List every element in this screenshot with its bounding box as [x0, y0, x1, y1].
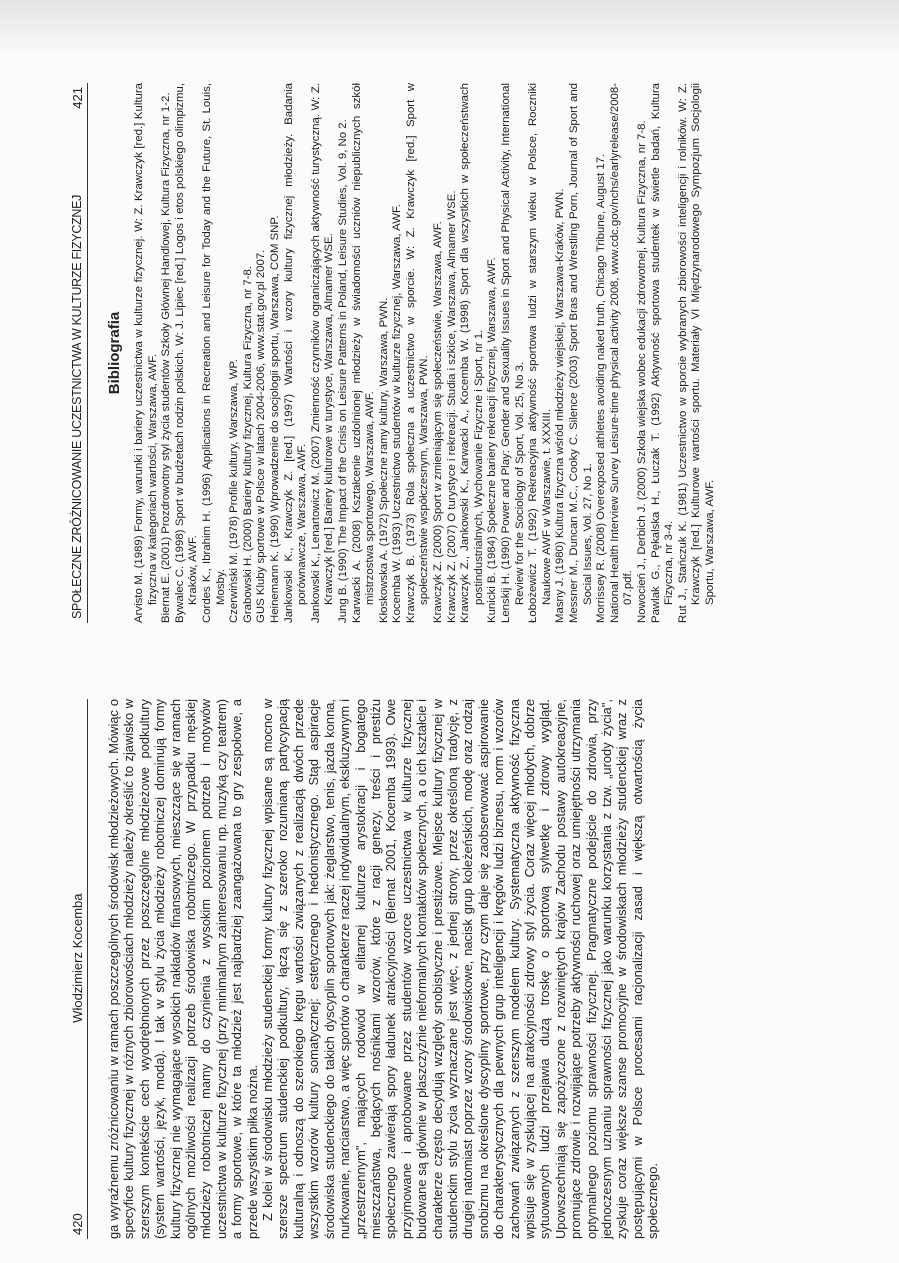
page-number: 420 — [70, 1213, 85, 1235]
bibliography-entry: Cordes K., Ibrahim H. (1996) Applications in Recreation and Leisure for Today and the Future, St. Louis, Mosby. — [200, 83, 227, 623]
bibliography-entry: Kłoskowska A. (1972) Społeczne ramy kultury, Warszawa, PWN. — [377, 297, 390, 623]
left-running-header — [70, 699, 88, 1239]
bibliography-entry: GUS Kluby sportowe w Polsce w latach 2004-2006, www.stat.gov.pl 2007. — [255, 249, 268, 623]
bibliography-entry: Rut J., Stańczuk K. (1981) Uczestnictwo w sporcie wybranych zbiorowości inteligencji i rolników. W: Z. Krawczyk [red.] Kulturowe wartości sportu. Materiały VI Międzynarodowego Sympozjum Socjologii Sportu, Warszawa, AWF. — [676, 83, 716, 623]
bibliography-entry: Karwacki A. (2008) Kształcenie uzdolnionej młodzieży w świadomości uczniów niepublicznych szkół mistrzostwa sportowego, Warszawa, AWF. — [350, 83, 377, 623]
paragraph: ga wyraźnemu zróżnicowaniu w ramach poszczególnych środowisk młodzieżowych. Mówiąc o specyfice kultury fizycznej w różnych zbiorowościach młodzieży należy określić to zjawisko w szerszym kontekście cech wyodrębnionych przez poszczególne młodzieżowe podkultury (system wartości, język, moda). I tak w stylu życia młodzieży robotniczej dominują formy kultury fizycznej nie wymagające wysokich nakładów finansowych, mieszczące się w ramach ogólnych możliwości realizacji potrzeb środowiska robotniczego. W przypadku męskiej młodzieży robotniczej mamy do czynienia z wysokim poziomem potrzeb i motywów uczestnictwa w kulturze fizycznej (przy minimalnym zainteresowaniu np. muzyką czy teatrem) a formy sportowe, w które ta młodzież jest najbardziej zaangażowana to gry zespołowe, a przede wszystkim piłka nożna. — [106, 699, 260, 1239]
bibliography-entry: Jankowski K., Lenartowicz M. (2007) Zmienność czynników ograniczających aktywność turystyczną. W: Z. Krawczyk [red.] Bariery kulturowe w turystyce, Warszawa, Almamer WSE. — [309, 83, 336, 623]
bibliography-entry: Krawczyk Z. (2000) Sport w zmieniającym się społeczeństwie, Warszawa, AWF. — [432, 221, 445, 623]
bibliography-entry: Pawlak G., Pękalska H., Łuczak T. (1992) Aktywność sportowa studentek w świetle badań, Kultura Fizyczna, nr 3-4. — [649, 83, 676, 623]
bibliography-entry: Krawczyk B. (1973) Rola społeczna a uczestnictwo w sporcie. W: Z. Krawczyk [red.] Sport w społeczeństwie współczesnym, Warszawa, PWN. — [404, 83, 431, 623]
paragraph: Z kolei w środowisku młodzieży studenckiej formy kultury fizycznej wpisane są mocno w szersze spectrum studenckiej podkultury, łączą się z szeroko rozumianą partycypacją kulturalną i odnoszą do szerokiego kręgu wartości związanych z realizacją dwóch przede wszystkim wzorów kultury somatycznej: estetycznego i hedonistycznego. Stąd aspiracje środowiska studenckiego do takich dyscyplin sportowych jak: żeglarstwo, tenis, jazda konna, nurkowanie, narciarstwo, a więc sportów o charakterze raczej indywidualnym, ekskluzywnym i „przestrzennym", mających rodowód w elitarnej kulturze arystokracji i bogatego mieszczaństwa, będących nośnikami wzorów, które z racji genezy, treści i prestiżu społecznego zawierają spory ładunek atrakcyjności (Biernat 2001, Kocemba 1993). Owe przyjmowane i aprobowane przez studentów wzorce uczestnictwa w kulturze fizycznej budowane są głównie w płaszczyźnie nieformalnych kontaktów społecznych, a o ich kształcie i charakterze często decydują względy snobistyczne i prestiżowe. Miejsce kultury fizycznej w studenckim stylu życia wyznaczane jest więc, z jednej strony, przez określoną tradycję, z drugiej natomiast poprzez wzory środowiskowe, nacisk grup koleżeńskich, modę oraz rodzaj snobizmu na określone dyscypliny sportowe, przy czym daje się zaobserwować aspirowanie do charakterystycznych dla pewnych grup inteligencji i kręgów ludzi biznesu, norm i wzorów zachowań związanych z szerszym modelem kultury. Systematyczna aktywność fizyczna wpisuje się w zyskującej na atrakcyjności zdrowy styl życia. Coraz więcej młodych, dobrze sytuowanych ludzi przejawia dużą troskę o sportową sylwetkę i zdrowy wygląd. Upowszechniają się zapożyczone z rozwiniętych krajów Zachodu postawy autokreacyjne, promujące zdrowie i rozwijające potrzeby aktywności ruchowej oraz umiejętności utrzymania optymalnego poziomu sprawności fizycznej. Pragmatyczne podejście do zdrowia, przy jednoczesnym uznaniu sprawności fizycznej jako warunku korzystania z tzw. „urody życia", zyskuje coraz większe szanse promocyjne w środowiskach młodzieży studenckiej wraz z postępującymi w Polsce procesami racjonalizacji zasad i większą otwartością życia społecznego. — [260, 699, 661, 1239]
bibliography-entry: Krawczyk Z., Jankowski K., Karwacki A., Kocemba W. (1998) Sport dla wszystkich w społeczeństwach postindustrialnych, Wychowanie Fizyczne i Sport, nr 1. — [459, 83, 485, 623]
chapter-running-head: SPOŁECZNE ZRÓŻNICOWANIE UCZESTNICTWA W KULTURZE FIZYCZNEJ — [70, 194, 84, 619]
bibliography-entry: Biernat E. (2001) Prozdrowotny styl życia studentów Szkoły Głównej Handlowej, Kultura Fizyczna, nr 1-2. — [160, 92, 173, 623]
bibliography-entry: Nowocień J., Derbich J. (2000) Szkoła wiejska wobec edukacji zdrowotnej, Kultura Fizyczna, nr 7-8. — [635, 120, 648, 623]
scan-edge — [0, 0, 899, 60]
bibliography-entry: Krawczyk Z. (2007) O turystyce i rekreacji. Studia i szkice, Warszawa, Almamer WSE. — [445, 190, 458, 623]
bibliography-entry: Czerwiński M. (1978) Profile kultury, Warszawa, WP. — [228, 359, 241, 623]
bibliography-entry: Grabowski H. (2000) Bariery kultury fizycznej, Kultura Fizyczna, nr 7-8. — [241, 265, 254, 623]
bibliography-entry: Jankowski K., Krawczyk Z. [red.] (1997) Wartości i wzory kultury fizycznej młodzieży. Badania porównawcze, Warszawa, AWF. — [282, 83, 309, 623]
bibliography-heading: Bibliografia — [106, 311, 123, 395]
bibliography-entry: Kocemba W. (1993) Uczestnictwo studentów w kulturze fizycznej, Warszawa, AWF. — [391, 204, 404, 623]
bibliography-entry: Łobożewicz T. (1992) Rekreacyjna aktywność sportowa ludzi w starszym wieku w Polsce, Roczniki Naukowe AWF w Warszawie, t. XXXIII. — [527, 83, 553, 623]
right-running-header — [70, 83, 88, 623]
bibliography-entry: Bywalec C. (1998) Sport w budżetach rodzin polskich. W: J. Lipiec [red.] Logos i etos polskiego olimpizmu, Kraków, AWF. — [173, 83, 200, 623]
bibliography-entry: Heinemann K. (1990) Wprowadzenie do socjologii sportu, Warszawa, COM SNP. — [268, 215, 281, 623]
bibliography-entry: Jung B. (1990) The Impact of the Crisis on Leisure Patterns in Poland, Leisure Studies, Vol. 9, No 2. — [336, 119, 349, 623]
bibliography-entry: Messner M., Duncan M.C., Cooky C. Silence (2003) Sport Bras and Wrestling Porn, Journal of Sport and Social Issues, Vol. 27, No 1. — [568, 83, 594, 623]
page-number: 421 — [70, 87, 85, 109]
author-running-head: Włodzimierz Kocemba — [70, 893, 85, 1023]
bibliography-entry: Morrissey R. (2008) Overexposed athletes avoiding naked truth, Chicago Tribune, August 17. — [595, 153, 608, 623]
bibliography-entry: Arvisto M. (1989) Formy, warunki i bariery uczestnictwa w kulturze fizycznej. W: Z. Krawczyk [red.] Kultura fizyczna w kategoriach wartości, Warszawa, AWF. — [133, 83, 159, 623]
bibliography-entry: Lenskij H. (1990) Power and Play: Gender and Sexuality Issues in Sport and Physical Activity, International Review for the Sociology of Sport, Vol. 25, No 3. — [500, 83, 526, 623]
right-page — [70, 83, 718, 623]
left-page — [70, 699, 661, 1239]
left-body-text — [106, 699, 661, 1239]
bibliography-list — [133, 83, 718, 623]
bibliography-entry: Kunicki B. (1984) Społeczne bariery rekreacji fizycznej, Warszawa, AWF. — [486, 257, 499, 623]
bibliography-entry: Masny J. (1980) Kultura fizyczna wśród młodzieży wiejskiej, Warszawa-Kraków, PWN. — [554, 188, 567, 623]
bibliography-entry: National Health Interview Survey Leisure-time physical activity 2008, www.cdc.gov/nchs/earlyrelease/2008-07.pdf. — [608, 83, 635, 623]
